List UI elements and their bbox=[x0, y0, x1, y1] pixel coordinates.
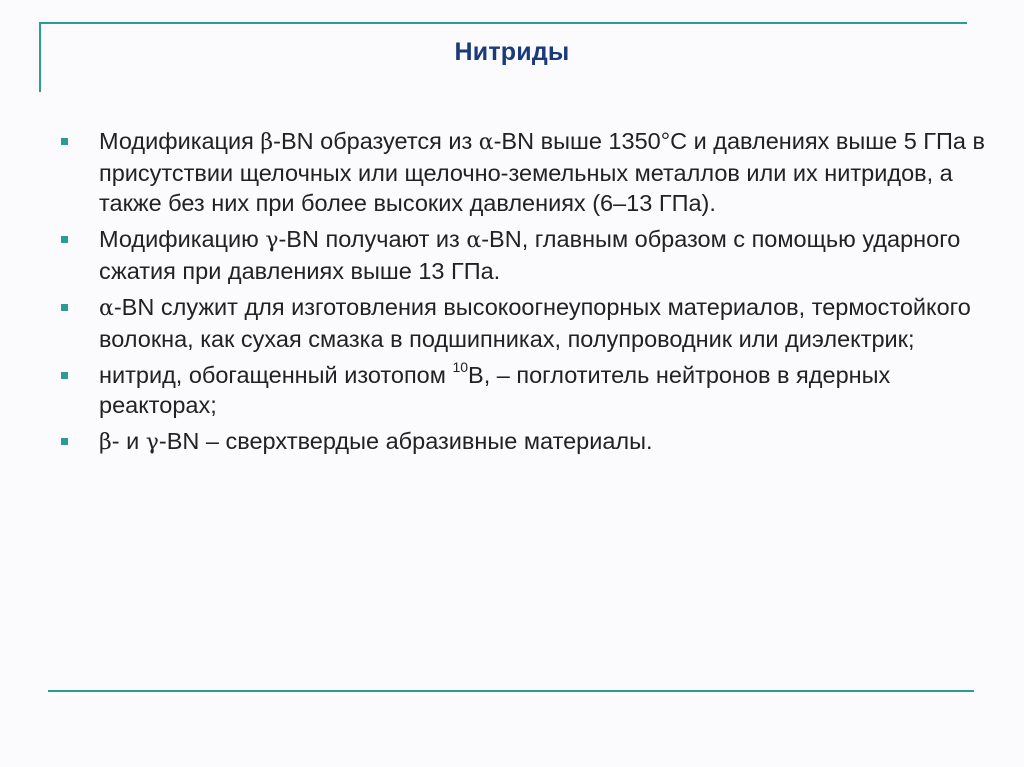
bullet-4-text-a: нитрид, обогащенный изотопом bbox=[99, 362, 453, 388]
bullet-item-3 bbox=[59, 292, 989, 354]
bullet-list bbox=[59, 126, 989, 464]
beta-symbol: β bbox=[260, 130, 274, 155]
bullet-3-text-a: -BN служит для изготовления высокоогнеупорных материалов, термостойкого волокна, как сухая смазка в подшипниках, полупроводник или диэлектрик; bbox=[99, 294, 971, 352]
square-bullet-icon bbox=[61, 372, 68, 379]
alpha-symbol: α bbox=[99, 296, 114, 321]
square-bullet-icon bbox=[61, 304, 68, 311]
bullet-5-text-b: -BN – сверхтвердые абразивные материалы. bbox=[158, 428, 653, 454]
gamma-symbol: γ bbox=[145, 430, 159, 455]
beta-symbol: β bbox=[99, 430, 112, 455]
bullet-2-text-c: -BN, главным образом с помощью ударного сжатия при давлениях выше 13 ГПа. bbox=[99, 226, 961, 284]
bullet-1-text-b: -BN образуется из bbox=[273, 128, 479, 154]
square-bullet-icon bbox=[61, 138, 68, 145]
bullet-2-text-b: -BN получают из bbox=[278, 226, 467, 252]
bullet-2-text-a: Модификацию bbox=[99, 226, 266, 252]
bullet-item-1 bbox=[59, 126, 989, 218]
alpha-symbol: α bbox=[478, 130, 494, 155]
bullet-5-text-a: - и bbox=[111, 428, 146, 454]
bullet-item-5 bbox=[59, 426, 989, 458]
alpha-symbol: α bbox=[466, 228, 482, 253]
bullet-4-text-b: В, – поглотитель нейтронов в ядерных реакторах; bbox=[99, 362, 891, 418]
frame-top-rule bbox=[39, 22, 967, 24]
square-bullet-icon bbox=[61, 236, 68, 243]
bullet-item-4 bbox=[59, 360, 989, 420]
slide-title: Нитриды bbox=[454, 38, 570, 66]
square-bullet-icon bbox=[61, 438, 68, 445]
bullet-1-text-a: Модификация bbox=[99, 128, 261, 154]
isotope-mass-number: 10 bbox=[452, 359, 469, 376]
gamma-symbol: γ bbox=[265, 228, 279, 253]
bullet-item-2 bbox=[59, 224, 989, 286]
frame-bottom-rule bbox=[48, 690, 974, 692]
bullet-1-text-c: -BN выше 1350°С и давлениях выше 5 ГПа в присутствии щелочных или щелочно-земельных металлов или их нитридов, а также без них при более высоких давлениях (6–13 ГПа). bbox=[99, 128, 986, 216]
